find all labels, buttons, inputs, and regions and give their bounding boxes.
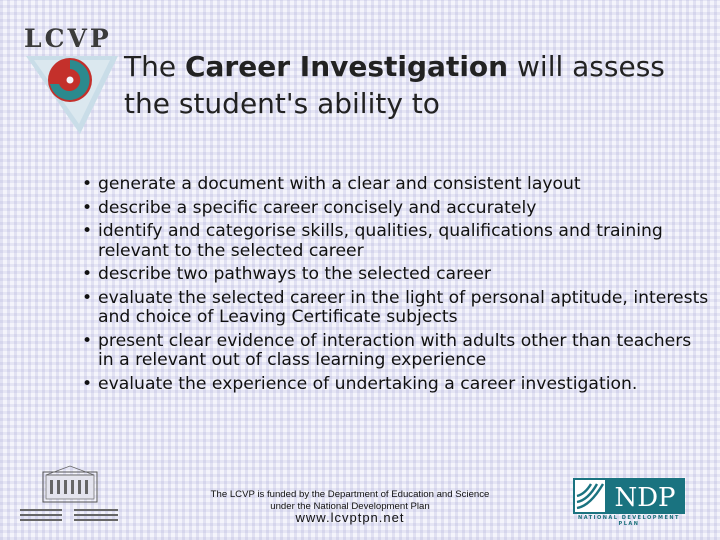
bullet-dot: • xyxy=(82,264,93,284)
ndp-logo xyxy=(573,478,685,514)
bullet-text: evaluate the selected career in the light of personal aptitude, interests and choice of Leaving Certificate subjects xyxy=(98,287,709,327)
bullet-item xyxy=(82,289,712,328)
bullet-dot: • xyxy=(82,221,93,241)
bullet-dot: • xyxy=(82,330,93,351)
ndp-logo-text: NDP xyxy=(614,483,676,513)
bullet-item xyxy=(82,222,712,261)
bullet-dot: • xyxy=(82,287,93,308)
website-link[interactable]: www.lcvptpn.net xyxy=(295,510,405,525)
bullet-text: present clear evidence of interaction with adults other than teachers in a relevant out of class learning experience xyxy=(98,330,692,370)
page-title: The Career Investigation will assess the student's ability to xyxy=(124,50,665,120)
bullet-dot: • xyxy=(82,197,93,218)
bullet-item xyxy=(82,375,712,395)
department-of-education-crest-icon xyxy=(16,462,126,522)
bullet-item xyxy=(82,332,712,371)
bullet-item xyxy=(82,265,712,285)
bullet-text: generate a document with a clear and consistent layout xyxy=(98,174,581,194)
ndp-tagline: NATIONAL DEVELOPMENT PLAN xyxy=(578,515,680,527)
bullet-text: describe a specific career concisely and accurately xyxy=(98,197,537,218)
bullet-text: identify and categorise skills, qualities, qualifications and training relevant to the selected career xyxy=(98,221,663,261)
bullet-text: evaluate the experience of undertaking a career investigation. xyxy=(98,373,638,394)
funding-note-line2: under the National Development Plan xyxy=(270,501,430,512)
bullet-text: describe two pathways to the selected career xyxy=(98,264,491,284)
bullet-item xyxy=(82,199,712,219)
bullet-dot: • xyxy=(82,373,93,394)
lcvp-logo-text: LCVP xyxy=(24,24,112,53)
lcvp-triangle-spiral-icon xyxy=(26,54,118,136)
bullet-dot: • xyxy=(82,174,93,194)
funding-note-line1: The LCVP is funded by the Department of Education and Science xyxy=(210,489,490,500)
title-emphasis: Career Investigation xyxy=(184,50,509,83)
ability-list xyxy=(82,175,712,398)
bullet-item xyxy=(82,175,712,195)
